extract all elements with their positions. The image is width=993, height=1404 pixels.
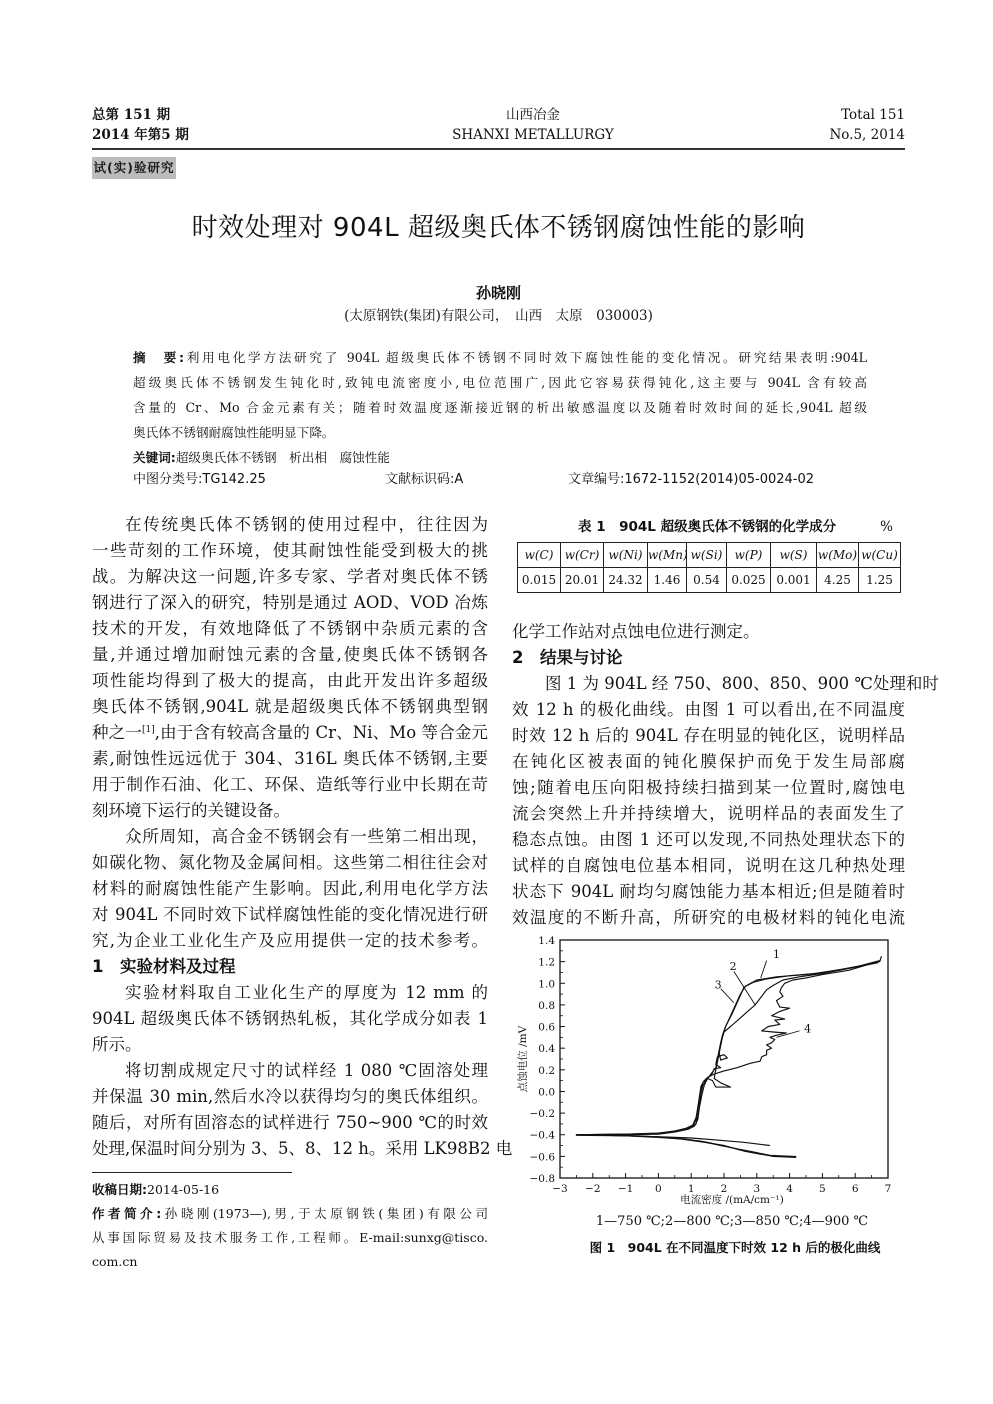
y-tick-label: −0.8 xyxy=(529,1173,555,1185)
y-tick-label: 1.2 xyxy=(538,956,555,969)
y-tick-label: 0.0 xyxy=(538,1086,555,1099)
header-rule xyxy=(92,148,905,150)
table-header-cell: w(S) xyxy=(771,543,817,568)
body-line: 并保温 30 min,然后水冷以获得均匀的奥氏体组织。 xyxy=(92,1087,488,1106)
received-value: 2014-05-16 xyxy=(147,1182,220,1197)
body-line: 蚀;随着电压向阳极持续扫描到某一位置时,腐蚀电 xyxy=(512,778,905,797)
issue-total: 总第 151 期 xyxy=(92,107,171,123)
x-tick-label: 4 xyxy=(786,1183,793,1195)
table-cell: 1.46 xyxy=(648,568,687,593)
body-line: 试样的自腐蚀电位基本相同，说明在这几种热处理 xyxy=(512,856,905,875)
body-line: 所示。 xyxy=(92,1035,142,1054)
body-line: 技术的开发，有效地降低了不锈钢中杂质元素的含 xyxy=(92,619,488,638)
table-cell: 0.025 xyxy=(727,568,771,593)
table-cell: 0.015 xyxy=(518,568,561,593)
author-name: 孙晓刚 xyxy=(475,284,521,302)
issue-info xyxy=(92,105,189,145)
body-line: 效 12 h 的极化曲线。由图 1 可以看出,在不同温度 xyxy=(512,700,905,719)
y-tick-label: 0.4 xyxy=(538,1043,555,1056)
body-line: 材料的耐腐蚀性能产生影响。因此,利用电化学方法 xyxy=(92,879,488,898)
body-line: 对 904L 不同时效下试样腐蚀性能的变化情况进行研 xyxy=(92,905,488,924)
x-tick-label: 3 xyxy=(753,1183,761,1195)
table-header-cell: w(Cr) xyxy=(561,543,604,568)
body-line: 在钝化区被表面的钝化膜保护而免于发生局部腐 xyxy=(512,752,905,771)
document-code: 文献标识码:A xyxy=(385,472,464,487)
series-1-curve xyxy=(576,956,881,1156)
clc-number: 中图分类号:TG142.25 xyxy=(133,472,266,487)
x-tick-label: −1 xyxy=(617,1183,634,1195)
journal-name xyxy=(383,105,683,145)
x-tick-label: 5 xyxy=(819,1183,826,1195)
series-3-curve xyxy=(576,963,878,1157)
issue-year-number: 2014 年第5 期 xyxy=(92,127,189,143)
abstract-label: 摘 要: xyxy=(133,350,185,365)
body-line: 钢进行了深入的研究，特别是通过 AOD、VOD 冶炼 xyxy=(92,593,488,612)
article-number: 文章编号:1672-1152(2014)05-0024-02 xyxy=(568,472,815,487)
section-heading-1: 1 实验材料及过程 xyxy=(92,957,236,976)
x-tick-label: −2 xyxy=(585,1183,601,1195)
issue-total-en: Total 151 xyxy=(841,107,905,123)
article-title: 时效处理对 904L 超级奥氏体不锈钢腐蚀性能的影响 xyxy=(191,213,806,243)
citation-ref: [1] xyxy=(141,725,155,735)
body-line: 将切割成规定尺寸的试样经 1 080 ℃固溶处理 xyxy=(125,1061,488,1080)
annotation-label-4: 4 xyxy=(804,1022,812,1036)
x-tick-label: 1 xyxy=(687,1183,695,1195)
journal-name-cn: 山西冶金 xyxy=(506,107,560,123)
table-cell: 4.25 xyxy=(817,568,859,593)
abstract-line: 超级奥氏体不锈钢发生钝化时,致钝电流密度小,电位范围广,因此它容易获得钝化,这主要与 904L 含有较高 xyxy=(133,375,867,390)
y-axis-label: 点蚀电位 /mV xyxy=(517,1025,529,1093)
x-tick-label: 2 xyxy=(720,1183,728,1195)
body-line: 用于制作石油、化工、环保、造纸等行业中长期在苛 xyxy=(92,775,488,794)
body-line: 量,并通过增加耐蚀元素的含量,使奥氏体不锈钢各 xyxy=(92,645,488,664)
figure-legend: 1—750 ℃;2—800 ℃;3—850 ℃;4—900 ℃ xyxy=(595,1214,869,1229)
body-line: 流会突然上升并持续增大，说明样品的表面发生了 xyxy=(512,804,905,823)
composition-table xyxy=(517,542,901,593)
issue-number-en: No.5, 2014 xyxy=(829,127,905,143)
x-tick-label: −3 xyxy=(552,1183,568,1195)
author-bio-line: 从事国际贸易及技术服务工作,工程师。E-mail:sunxg@tisco. xyxy=(92,1230,488,1245)
body-line: 图 1 为 904L 经 750、800、850、900 ℃处理和时 xyxy=(545,674,939,693)
y-tick-label: 1.4 xyxy=(538,935,555,947)
y-tick-label: −0.4 xyxy=(529,1129,555,1142)
table-caption xyxy=(512,516,905,538)
body-line: 实验材料取自工业化生产的厚度为 12 mm 的 xyxy=(125,983,488,1002)
table-cell: 0.54 xyxy=(687,568,727,593)
body-line: 项性能均得到了极大的提高，由此开发出许多超级 xyxy=(92,671,488,690)
body-text: 种之一 xyxy=(92,723,142,742)
body-line: 904L 超级奥氏体不锈钢热轧板，其化学成分如表 1 xyxy=(92,1009,488,1028)
left-column xyxy=(92,512,513,1162)
table-header-cell: w(C) xyxy=(518,543,561,568)
body-line: 时效 12 h 后的 904L 存在明显的钝化区，说明样品 xyxy=(512,726,905,745)
table-row xyxy=(518,568,901,593)
series-4-curve xyxy=(576,959,878,1146)
body-line: 众所周知，高合金不锈钢会有一些第二相出现， xyxy=(125,827,488,846)
annotation-leader-1 xyxy=(761,961,767,978)
table-header-cell: w(Cu) xyxy=(859,543,901,568)
body-line: 在传统奥氏体不锈钢的使用过程中，往往因为 xyxy=(125,515,488,534)
received-label: 收稿日期: xyxy=(92,1182,147,1197)
x-tick-label: 6 xyxy=(851,1183,859,1195)
table-header-cell: w(P) xyxy=(727,543,771,568)
journal-name-en: SHANXI METALLURGY xyxy=(452,127,614,143)
table-header-cell: w(Ni) xyxy=(604,543,648,568)
annotation-label-2: 2 xyxy=(729,959,737,973)
author-bio-line: com.cn xyxy=(92,1254,138,1269)
table-cell: 1.25 xyxy=(859,568,901,593)
body-line: 随后，对所有固溶态的试样进行 750~900 ℃的时效 xyxy=(92,1113,488,1132)
author-bio-line xyxy=(92,1202,488,1226)
table-header-cell: w(Si) xyxy=(687,543,727,568)
keywords-label: 关键词: xyxy=(133,450,176,465)
section-heading-2: 2 结果与讨论 xyxy=(512,648,623,667)
abstract-line xyxy=(133,345,867,370)
body-line: 处理,保温时间分别为 3、5、8、12 h。采用 LK98B2 电 xyxy=(92,1139,513,1158)
body-line: 刻环境下运行的关键设备。 xyxy=(92,801,290,820)
abstract-text: 利用电化学方法研究了 904L 超级奥氏体不锈钢不同时效下腐蚀性能的变化情况。研究结果表明:904L xyxy=(184,350,867,365)
body-line: 如碳化物、氮化物及金属间相。这些第二相往往会对 xyxy=(92,853,488,872)
y-tick-label: −0.6 xyxy=(529,1151,555,1164)
author-affiliation: (太原钢铁(集团)有限公司， 山西 太原 030003) xyxy=(344,308,653,324)
keywords-text: 超级奥氏体不锈钢 析出相 腐蚀性能 xyxy=(175,450,390,465)
body-line: 素,耐蚀性远远优于 304、316L 奥氏体不锈钢,主要 xyxy=(92,749,488,768)
right-column xyxy=(512,619,939,931)
body-line: 奥氏体不锈钢,904L 就是超级奥氏体不锈钢典型钢 xyxy=(92,697,488,716)
section-badge: 试(实)验研究 xyxy=(92,157,176,179)
body-line: 战。为解决这一问题,许多专家、学者对奥氏体不锈 xyxy=(92,567,488,586)
table-cell: 0.001 xyxy=(771,568,817,593)
body-line xyxy=(92,720,488,746)
footnote xyxy=(92,1178,488,1274)
table-title: 表 1 904L 超级奥氏体不锈钢的化学成分 xyxy=(578,519,837,535)
body-text: ,由于含有较高含量的 Cr、Ni、Mo 等合金元 xyxy=(154,723,489,742)
annotation-label-3: 3 xyxy=(714,978,722,992)
annotation-leader-3 xyxy=(721,989,734,1003)
keywords xyxy=(133,445,867,470)
table-unit: % xyxy=(880,519,893,535)
body-line: 一些苛刻的工作环境，使其耐蚀性能受到极大的挑 xyxy=(92,541,488,560)
series-2-curve xyxy=(576,961,879,1158)
table-header-cell: w(Mo) xyxy=(817,543,859,568)
body-line: 化学工作站对点蚀电位进行测定。 xyxy=(512,622,760,641)
y-tick-label: 0.8 xyxy=(538,999,555,1012)
received-date xyxy=(92,1178,488,1202)
bio-text: 孙晓刚(1973—),男,于太原钢铁(集团)有限公司 xyxy=(161,1206,488,1221)
body-line: 状态下 904L 耐均匀腐蚀能力基本相近;但是随着时 xyxy=(512,882,905,901)
body-line: 稳态点蚀。由图 1 还可以发现,不同热处理状态下的 xyxy=(512,830,905,849)
annotation-label-1: 1 xyxy=(772,948,780,962)
table-cell: 24.32 xyxy=(604,568,648,593)
y-tick-label: 0.2 xyxy=(538,1064,555,1077)
y-tick-label: 0.6 xyxy=(538,1021,555,1034)
bio-label: 作者简介: xyxy=(92,1206,162,1221)
y-tick-label: −0.2 xyxy=(529,1108,555,1121)
polarization-chart xyxy=(512,930,905,1212)
x-tick-label: 7 xyxy=(884,1183,892,1195)
footnote-rule xyxy=(92,1172,292,1173)
annotation-leader-2 xyxy=(734,971,755,1005)
body-line: 究,为企业工业化生产及应用提供一定的技术参考。 xyxy=(92,931,488,950)
table-cell: 20.01 xyxy=(561,568,604,593)
figure-caption: 图 1 904L 在不同温度下时效 12 h 后的极化曲线 xyxy=(589,1240,881,1255)
table-header-cell: w(Mn) xyxy=(648,543,687,568)
x-tick-label: 0 xyxy=(655,1183,662,1195)
abstract-line: 奥氏体不锈钢耐腐蚀性能明显下降。 xyxy=(133,425,335,440)
y-tick-label: 1.0 xyxy=(538,978,555,991)
x-axis-label: 电流密度 /(mA/cm⁻¹) xyxy=(680,1194,784,1206)
abstract-line: 含量的 Cr、Mo 合金元素有关；随着时效温度逐渐接近钢的析出敏感温度以及随着时效时间的延长,904L 超级 xyxy=(133,400,867,415)
issue-info-en xyxy=(829,105,905,145)
table-header-row xyxy=(518,543,901,568)
body-line: 效温度的不断升高，所研究的电极材料的钝化电流 xyxy=(512,908,905,927)
